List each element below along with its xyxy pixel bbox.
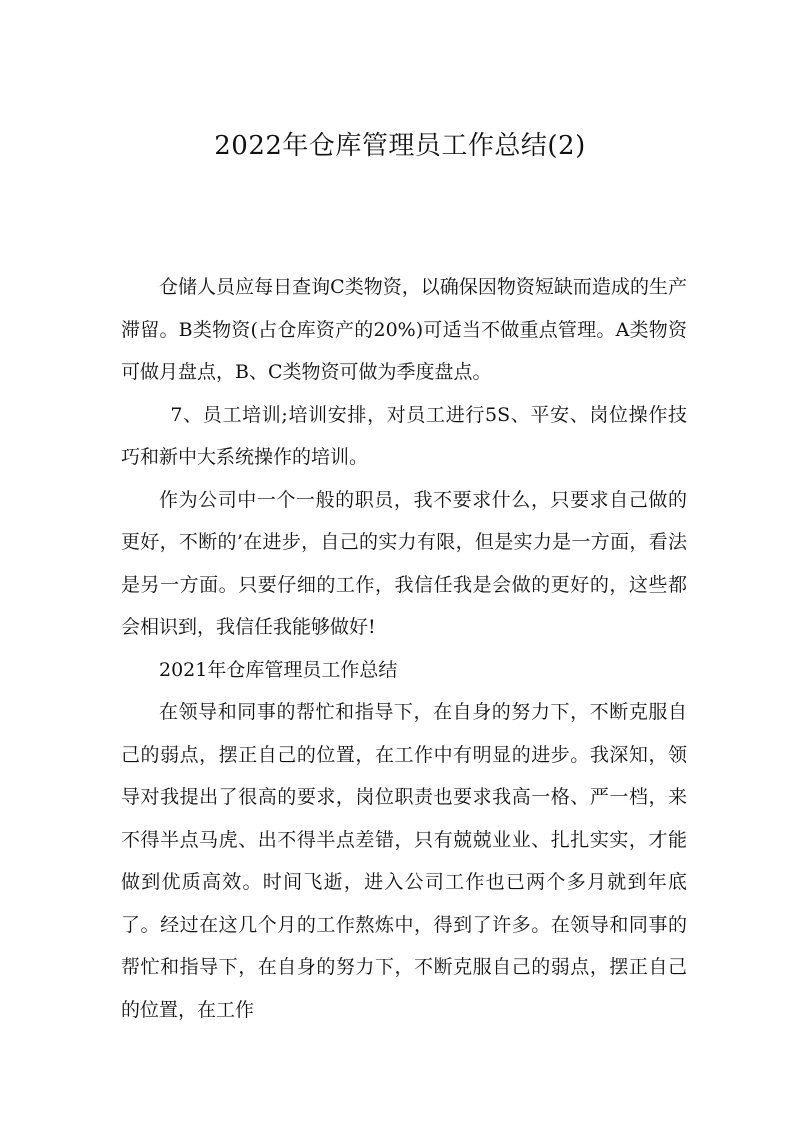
paragraph-work-progress: 在领导和同事的帮忙和指导下，在自身的努力下，不断克服自己的弱点，摆正自己的位置，在工作中有明显的进步。我深知，领导对我提出了很高的要求，岗位职责也要求我高一格、严一档，来不得半点马虎、出不得半点差错，只有兢兢业业、扎扎实实，才能做到优质高效。时间飞逝，进入公司工作也已两个多月就到年底了。经过在这几个月的工作熬炼中，得到了许多。在领导和同事的帮忙和指导下，在自身的努力下，不断克服自己的弱点，摆正自己的位置，在工作 (121, 701, 687, 1021)
document-title: 2022年仓库管理员工作总结(2) (214, 131, 586, 161)
document-body (121, 266, 687, 1031)
paragraph-personal-attitude: 作为公司中一个一般的职员，我不要求什么，只要求自己做的更好，不断的’在进步，自己的实力有限，但是实力是一方面，看法是另一方面。只要仔细的工作，我信任我是会做的更好的，这些都会相识到，我信任我能够做好! (121, 488, 687, 638)
section-heading-2021-summary: 2021年仓库管理员工作总结 (159, 658, 398, 681)
paragraph-staff-training: 7、员工培训;培训安排，对员工进行5S、平安、岗位操作技巧和新中大系统操作的培训。 (121, 403, 687, 468)
paragraph-inventory-check: 仓储人员应每日查询C类物资，以确保因物资短缺而造成的生产滞留。B类物资(占仓库资产的20%)可适当不做重点管理。A类物资可做月盘点，B、C类物资可做为季度盘点。 (121, 276, 687, 383)
